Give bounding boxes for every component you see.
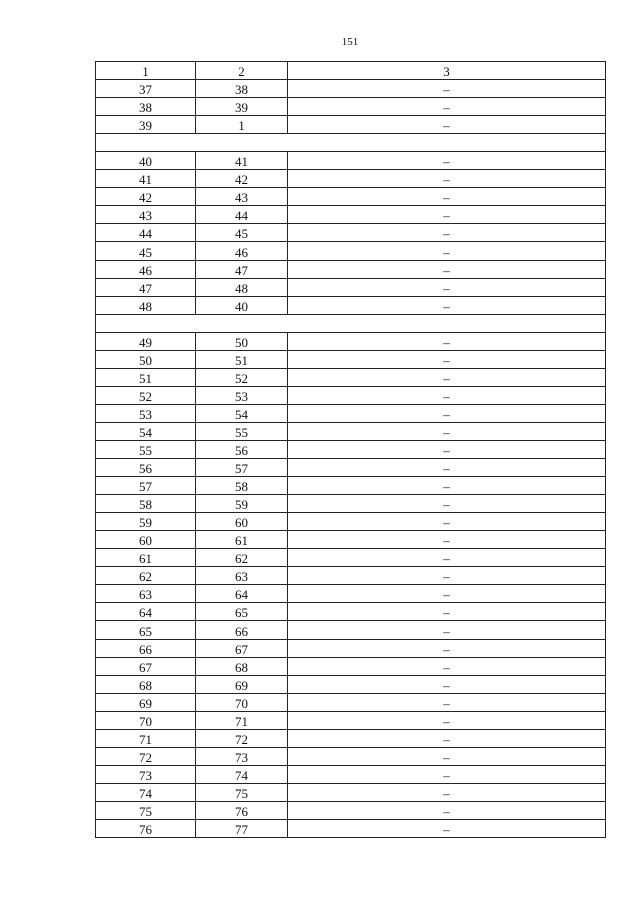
table-cell-col-2: 62 (196, 549, 288, 567)
table-row (96, 621, 606, 639)
table-cell-col-2: 53 (196, 386, 288, 404)
table-row (96, 729, 606, 747)
group-separator-row (96, 314, 606, 332)
table-cell-col-1: 66 (96, 639, 196, 657)
table-cell-col-1: 57 (96, 477, 196, 495)
table-cell-col-3: – (288, 459, 606, 477)
table-cell-col-1: 43 (96, 206, 196, 224)
table-cell-col-2: 71 (196, 711, 288, 729)
table-cell-col-2: 69 (196, 675, 288, 693)
table-cell-col-1: 41 (96, 170, 196, 188)
table-cell-col-2: 58 (196, 477, 288, 495)
table-cell-col-3: – (288, 422, 606, 440)
table-cell-col-1: 65 (96, 621, 196, 639)
table-cell-col-1: 67 (96, 657, 196, 675)
table-cell-col-3: – (288, 639, 606, 657)
group-separator-cell (96, 134, 606, 152)
table-cell-col-2: 75 (196, 783, 288, 801)
table-cell-col-1: 69 (96, 693, 196, 711)
table-cell-col-3: – (288, 278, 606, 296)
data-table (95, 61, 606, 838)
table-cell-col-1: 76 (96, 819, 196, 837)
table-cell-col-3: – (288, 675, 606, 693)
table-row (96, 332, 606, 350)
page-number: 151 (341, 36, 359, 48)
table-cell-col-2: 74 (196, 765, 288, 783)
table-cell-col-1: 53 (96, 404, 196, 422)
table-row (96, 675, 606, 693)
table-cell-col-2: 76 (196, 801, 288, 819)
table-cell-col-3: – (288, 621, 606, 639)
table-row (96, 567, 606, 585)
table-cell-col-1: 72 (96, 747, 196, 765)
table-row (96, 819, 606, 837)
table-cell-col-2: 50 (196, 332, 288, 350)
table-cell-col-3: – (288, 80, 606, 98)
table-row (96, 477, 606, 495)
table-row (96, 260, 606, 278)
table-cell-col-2: 46 (196, 242, 288, 260)
table-cell-col-2: 41 (196, 152, 288, 170)
table-row (96, 513, 606, 531)
table-cell-col-3: – (288, 549, 606, 567)
table-cell-col-1: 46 (96, 260, 196, 278)
table-cell-col-3: – (288, 152, 606, 170)
table-cell-col-2: 65 (196, 603, 288, 621)
table-cell-col-2: 44 (196, 206, 288, 224)
table-row (96, 224, 606, 242)
table-cell-col-1: 45 (96, 242, 196, 260)
table-cell-col-2: 55 (196, 422, 288, 440)
table-cell-col-2: 68 (196, 657, 288, 675)
table-row (96, 170, 606, 188)
table-cell-col-3: – (288, 170, 606, 188)
group-separator-row (96, 134, 606, 152)
table-cell-col-2: 45 (196, 224, 288, 242)
table-row (96, 152, 606, 170)
table-cell-col-2: 47 (196, 260, 288, 278)
table-cell-col-1: 58 (96, 495, 196, 513)
header-row (96, 62, 606, 80)
table-cell-col-3: – (288, 801, 606, 819)
table-cell-col-1: 42 (96, 188, 196, 206)
table-row (96, 747, 606, 765)
table-cell-col-3: – (288, 783, 606, 801)
table-cell-col-2: 56 (196, 440, 288, 458)
table-row (96, 711, 606, 729)
table-cell-col-2: 67 (196, 639, 288, 657)
table-row (96, 783, 606, 801)
table-cell-col-1: 73 (96, 765, 196, 783)
table-cell-col-2: 70 (196, 693, 288, 711)
table-cell-col-2: 42 (196, 170, 288, 188)
table-cell-col-1: 56 (96, 459, 196, 477)
table-cell-col-2: 64 (196, 585, 288, 603)
table-cell-col-3: – (288, 404, 606, 422)
table-row (96, 350, 606, 368)
table-row (96, 639, 606, 657)
header-cell-1: 1 (96, 62, 196, 80)
table-cell-col-3: – (288, 531, 606, 549)
table-row (96, 404, 606, 422)
table-cell-col-3: – (288, 116, 606, 134)
table-cell-col-2: 48 (196, 278, 288, 296)
table-row (96, 278, 606, 296)
table-row (96, 80, 606, 98)
table-cell-col-2: 38 (196, 80, 288, 98)
header-cell-3: 3 (288, 62, 606, 80)
table-row (96, 422, 606, 440)
table-cell-col-1: 54 (96, 422, 196, 440)
table-cell-col-3: – (288, 657, 606, 675)
table-row (96, 585, 606, 603)
group-separator-cell (96, 314, 606, 332)
table-row (96, 657, 606, 675)
table-cell-col-2: 61 (196, 531, 288, 549)
table-cell-col-1: 75 (96, 801, 196, 819)
table-cell-col-3: – (288, 332, 606, 350)
table-cell-col-1: 74 (96, 783, 196, 801)
table-cell-col-3: – (288, 819, 606, 837)
table-cell-col-1: 55 (96, 440, 196, 458)
table-cell-col-3: – (288, 296, 606, 314)
table-cell-col-1: 40 (96, 152, 196, 170)
table-cell-col-2: 43 (196, 188, 288, 206)
table-cell-col-2: 60 (196, 513, 288, 531)
table-cell-col-3: – (288, 98, 606, 116)
table-row (96, 459, 606, 477)
table-cell-col-1: 47 (96, 278, 196, 296)
table-row (96, 242, 606, 260)
table-cell-col-1: 44 (96, 224, 196, 242)
table-cell-col-1: 51 (96, 368, 196, 386)
table-cell-col-3: – (288, 440, 606, 458)
table-row (96, 368, 606, 386)
table-cell-col-3: – (288, 603, 606, 621)
table-cell-col-1: 71 (96, 729, 196, 747)
table-cell-col-1: 63 (96, 585, 196, 603)
table-cell-col-3: – (288, 765, 606, 783)
table-cell-col-2: 59 (196, 495, 288, 513)
table-row (96, 693, 606, 711)
table-cell-col-1: 49 (96, 332, 196, 350)
table-cell-col-2: 66 (196, 621, 288, 639)
table-cell-col-1: 37 (96, 80, 196, 98)
table-cell-col-1: 60 (96, 531, 196, 549)
table-row (96, 188, 606, 206)
table-cell-col-3: – (288, 747, 606, 765)
table-cell-col-2: 51 (196, 350, 288, 368)
table-row (96, 765, 606, 783)
table-row (96, 603, 606, 621)
table-body (96, 62, 606, 838)
table-cell-col-1: 39 (96, 116, 196, 134)
table-cell-col-1: 68 (96, 675, 196, 693)
table-row (96, 549, 606, 567)
table-cell-col-2: 63 (196, 567, 288, 585)
table-cell-col-2: 57 (196, 459, 288, 477)
table-cell-col-3: – (288, 711, 606, 729)
table-cell-col-3: – (288, 224, 606, 242)
table-cell-col-1: 59 (96, 513, 196, 531)
table-row (96, 495, 606, 513)
table-cell-col-3: – (288, 567, 606, 585)
table-cell-col-2: 1 (196, 116, 288, 134)
table-cell-col-3: – (288, 477, 606, 495)
header-cell-2: 2 (196, 62, 288, 80)
table-cell-col-2: 52 (196, 368, 288, 386)
table-row (96, 206, 606, 224)
table-cell-col-3: – (288, 242, 606, 260)
table-cell-col-2: 40 (196, 296, 288, 314)
table-cell-col-1: 38 (96, 98, 196, 116)
table-cell-col-3: – (288, 188, 606, 206)
table-cell-col-1: 61 (96, 549, 196, 567)
table-row (96, 801, 606, 819)
table-cell-col-3: – (288, 260, 606, 278)
table-row (96, 98, 606, 116)
table-cell-col-1: 48 (96, 296, 196, 314)
table-row (96, 440, 606, 458)
table-cell-col-3: – (288, 350, 606, 368)
table-row (96, 116, 606, 134)
table-cell-col-1: 50 (96, 350, 196, 368)
table-cell-col-2: 73 (196, 747, 288, 765)
table-cell-col-3: – (288, 729, 606, 747)
table-cell-col-2: 39 (196, 98, 288, 116)
table-cell-col-1: 64 (96, 603, 196, 621)
table-row (96, 296, 606, 314)
table-cell-col-2: 77 (196, 819, 288, 837)
table-cell-col-3: – (288, 495, 606, 513)
table-row (96, 386, 606, 404)
table-cell-col-1: 70 (96, 711, 196, 729)
table-cell-col-3: – (288, 368, 606, 386)
table-cell-col-3: – (288, 386, 606, 404)
table-cell-col-3: – (288, 585, 606, 603)
table-cell-col-2: 54 (196, 404, 288, 422)
table-cell-col-3: – (288, 693, 606, 711)
table-cell-col-2: 72 (196, 729, 288, 747)
table-cell-col-3: – (288, 206, 606, 224)
table-cell-col-1: 62 (96, 567, 196, 585)
table-cell-col-3: – (288, 513, 606, 531)
table-row (96, 531, 606, 549)
table-cell-col-1: 52 (96, 386, 196, 404)
